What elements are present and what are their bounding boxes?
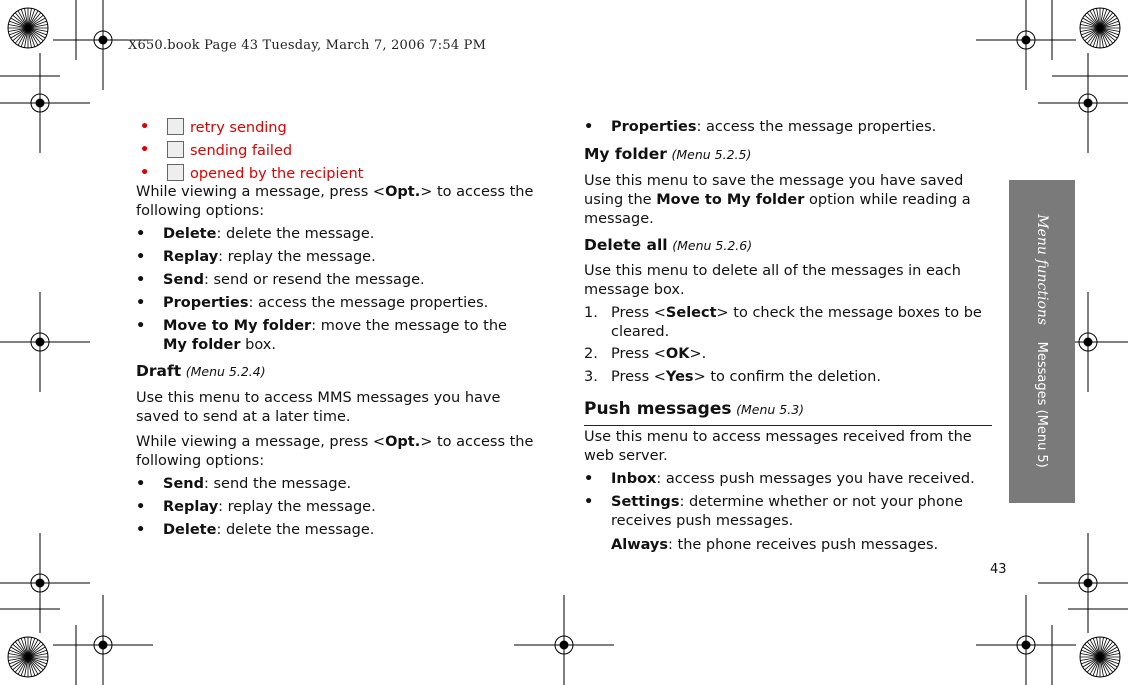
page-number: 43: [990, 562, 1007, 577]
paragraph: Use this menu to delete all of the messages in each message box.: [584, 263, 961, 298]
list-item: • Properties: access the message properties.: [136, 295, 489, 311]
section-heading: Delete all (Menu 5.2.6): [584, 236, 753, 254]
left-column: [136, 118, 546, 544]
list-item: • Send: send the message.: [136, 476, 352, 492]
color-wheel-mark: [1080, 8, 1120, 48]
paragraph: Use this menu to save the message you have saved using the Move to My folder option while reading a message.: [584, 173, 971, 227]
list-item: • Move to My folder: move the message to the My folder box.: [136, 318, 507, 353]
status-item: • opened by the recipient: [140, 165, 364, 182]
list-item: • Replay: replay the message.: [136, 249, 376, 265]
color-wheel-mark: [8, 8, 48, 48]
status-item: • retry sending: [140, 119, 287, 136]
list-item: • Send: send or resend the message.: [136, 272, 425, 288]
paragraph: Use this menu to access MMS messages you have saved to send at a later time.: [136, 390, 501, 425]
right-column: [584, 118, 994, 555]
paragraph: While viewing a message, press <Opt.> to access the following options:: [136, 184, 534, 219]
print-header: X650.book Page 43 Tuesday, March 7, 2006 7:54 PM: [128, 38, 487, 53]
list-item: • Replay: replay the message.: [136, 499, 376, 515]
heading-rule: [584, 425, 992, 426]
failed-icon: [167, 141, 184, 158]
list-item: • Delete: delete the message.: [136, 522, 375, 538]
section-heading: My folder (Menu 5.2.5): [584, 145, 752, 163]
paragraph: While viewing a message, press <Opt.> to access the following options:: [136, 434, 534, 469]
section-heading: Draft (Menu 5.2.4): [136, 362, 266, 380]
section-tab-label: Menu functions Messages (Menu 5): [1034, 214, 1050, 468]
sub-item: Always: the phone receives push messages.: [611, 537, 939, 553]
step-item: 1. Press <Select> to check the message boxes to be cleared.: [584, 305, 982, 340]
opened-icon: [167, 164, 184, 181]
step-item: 3. Press <Yes> to confirm the deletion.: [584, 369, 881, 385]
section-heading: Push messages (Menu 5.3): [584, 399, 805, 419]
color-wheel-mark: [1080, 637, 1120, 677]
list-item: • Settings: determine whether or not your phone receives push messages.: [584, 494, 963, 529]
status-item: • sending failed: [140, 142, 293, 159]
paragraph: Use this menu to access messages received from the web server.: [584, 429, 972, 464]
step-item: 2. Press <OK>.: [584, 346, 707, 362]
list-item: • Properties: access the message properties.: [584, 119, 937, 135]
retry-icon: [167, 118, 184, 135]
list-item: • Inbox: access push messages you have received.: [584, 471, 975, 487]
color-wheel-mark: [8, 637, 48, 677]
list-item: • Delete: delete the message.: [136, 226, 375, 242]
